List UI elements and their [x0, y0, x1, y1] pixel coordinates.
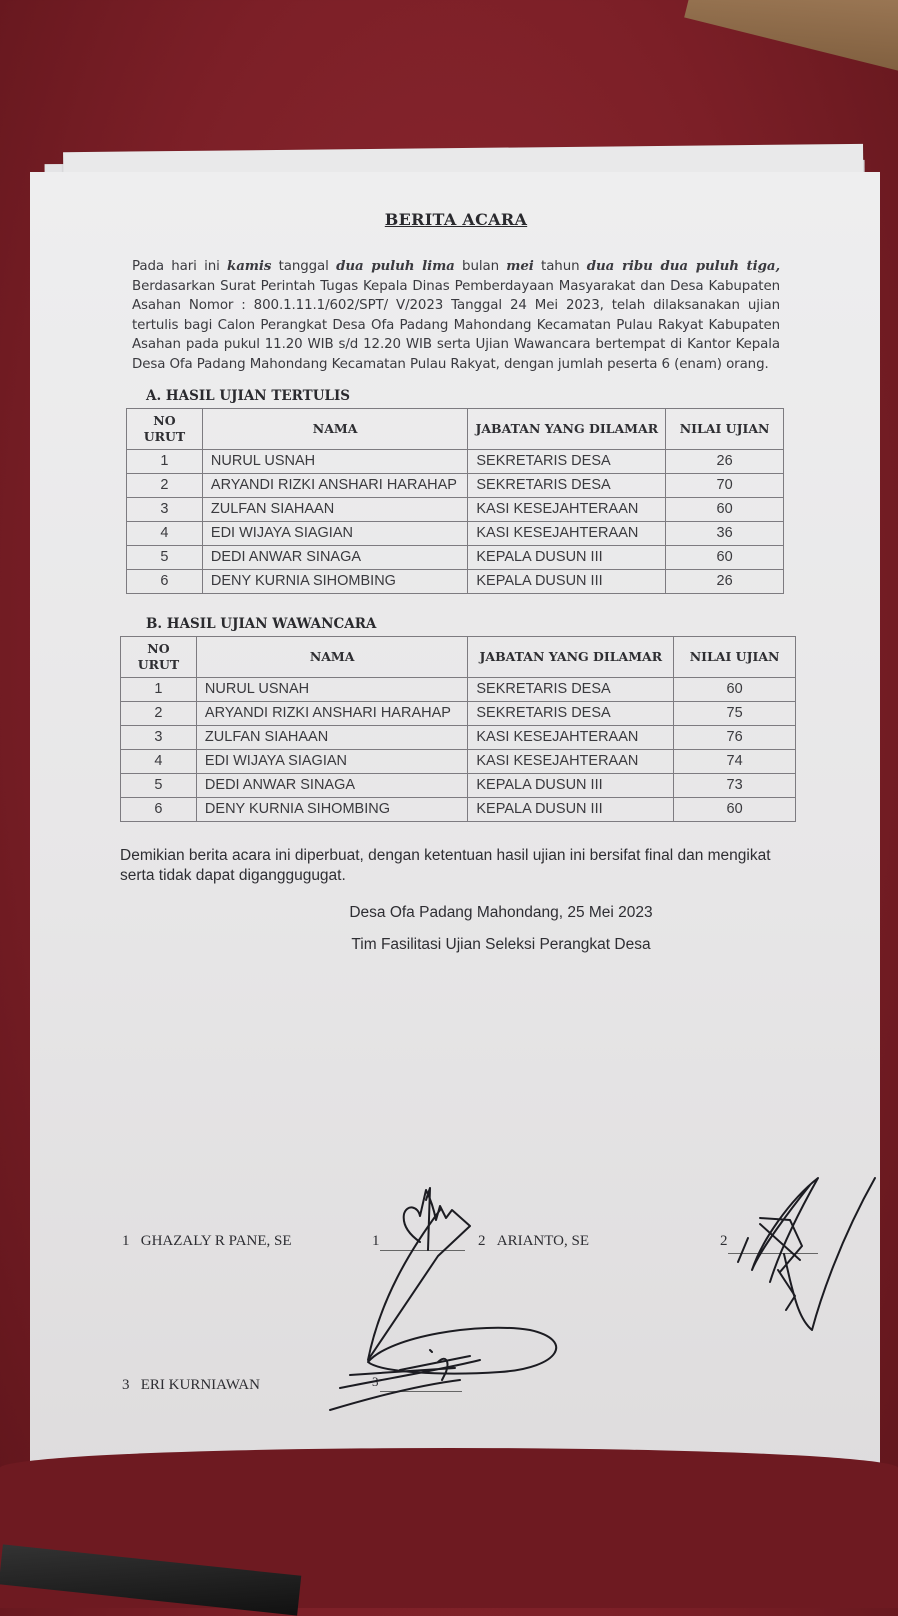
cell-no: 5: [127, 546, 203, 570]
signatory-name: ERI KURNIAWAN: [140, 1377, 260, 1393]
cell-nama: ARYANDI RIZKI ANSHARI HARAHAP: [196, 702, 467, 726]
table-row: [127, 450, 784, 474]
cell-no: 6: [127, 570, 203, 594]
cell-no: 2: [121, 702, 197, 726]
table-row: [121, 702, 796, 726]
table-row: [127, 498, 784, 522]
cell-nilai: 36: [666, 522, 784, 546]
table-row: [121, 678, 796, 702]
table-row: [121, 798, 796, 822]
section-b-heading: B. HASIL UJIAN WAWANCARA: [146, 616, 377, 632]
signatory-1: [122, 1233, 291, 1250]
cell-jabatan: KEPALA DUSUN III: [468, 774, 674, 798]
signatory-name: ARIANTO, SE: [496, 1233, 589, 1249]
closing-statement: Demikian berita acara ini diperbuat, dengan ketentuan hasil ujian ini bersifat final dan mengikat serta tidak dapat diganggugugat.: [120, 847, 771, 884]
table-row: [127, 522, 784, 546]
signatory-number: 1: [122, 1233, 130, 1249]
header-nilai: NILAI UJIAN: [674, 637, 796, 678]
cell-nama: DEDI ANWAR SINAGA: [202, 546, 467, 570]
header-jabatan: JABATAN YANG DILAMAR: [468, 637, 674, 678]
cell-jabatan: KASI KESEJAHTERAAN: [468, 726, 674, 750]
cell-jabatan: KEPALA DUSUN III: [468, 570, 666, 594]
written-exam-table: [126, 408, 784, 594]
team-name: Tim Fasilitasi Ujian Seleksi Perangkat Desa: [351, 936, 651, 953]
cell-no: 3: [127, 498, 203, 522]
cardboard-corner: [684, 0, 898, 80]
cell-nilai: 73: [674, 774, 796, 798]
interview-exam-table: [120, 636, 796, 822]
cell-nama: NURUL USNAH: [196, 678, 467, 702]
document-content: [120, 210, 781, 954]
signatory-3: [122, 1377, 260, 1394]
section-a-heading: A. HASIL UJIAN TERTULIS: [146, 388, 351, 404]
signature-line-1-label: 1: [372, 1233, 380, 1249]
signatory-number: 2: [478, 1233, 486, 1249]
cell-nama: ZULFAN SIAHAAN: [196, 726, 467, 750]
cell-nilai: 26: [666, 570, 784, 594]
signature-line: [728, 1252, 818, 1254]
intro-text: tanggal: [271, 259, 337, 274]
cell-nilai: 60: [666, 546, 784, 570]
intro-month: mei: [506, 258, 534, 274]
cell-no: 2: [127, 474, 203, 498]
table-row: [121, 726, 796, 750]
cell-no: 1: [121, 678, 197, 702]
table-header-row: [121, 637, 796, 678]
signatory-number: 3: [122, 1377, 130, 1393]
signatory-name: GHAZALY R PANE, SE: [140, 1233, 292, 1249]
cell-nama: ZULFAN SIAHAAN: [202, 498, 467, 522]
document-title: BERITA ACARA: [384, 210, 528, 229]
cell-no: 3: [121, 726, 197, 750]
cell-jabatan: SEKRETARIS DESA: [468, 474, 666, 498]
table-row: [121, 750, 796, 774]
table-row: [127, 570, 784, 594]
header-nama: NAMA: [202, 409, 467, 450]
signature-line-2-label: 2: [720, 1233, 728, 1249]
table-row: [121, 774, 796, 798]
intro-text: bulan: [454, 259, 507, 274]
cell-no: 6: [121, 798, 197, 822]
intro-day: kamis: [227, 258, 272, 274]
intro-date: dua puluh lima: [336, 258, 455, 274]
cell-no: 1: [127, 450, 203, 474]
cell-jabatan: KASI KESEJAHTERAAN: [468, 750, 674, 774]
table-row: [127, 474, 784, 498]
cell-no: 4: [121, 750, 197, 774]
cell-nilai: 70: [666, 474, 784, 498]
header-no: NO URUT: [127, 409, 203, 450]
cell-jabatan: KEPALA DUSUN III: [468, 798, 674, 822]
signatory-2: [478, 1233, 589, 1250]
signature-line: [380, 1249, 465, 1251]
intro-year: dua ribu dua puluh tiga,: [586, 258, 781, 274]
cell-nilai: 60: [666, 498, 784, 522]
header-no: NO URUT: [121, 637, 197, 678]
cell-jabatan: KASI KESEJAHTERAAN: [468, 522, 666, 546]
cell-nama: EDI WIJAYA SIAGIAN: [196, 750, 467, 774]
header-jabatan: JABATAN YANG DILAMAR: [468, 409, 666, 450]
cell-nama: EDI WIJAYA SIAGIAN: [202, 522, 467, 546]
signature-line: [380, 1390, 462, 1392]
cell-nilai: 26: [666, 450, 784, 474]
place-date: Desa Ofa Padang Mahondang, 25 Mei 2023: [349, 904, 653, 921]
intro-text: tahun: [533, 259, 587, 274]
cell-nama: ARYANDI RIZKI ANSHARI HARAHAP: [202, 474, 467, 498]
cell-jabatan: SEKRETARIS DESA: [468, 450, 666, 474]
cell-jabatan: KASI KESEJAHTERAAN: [468, 498, 666, 522]
intro-paragraph: [132, 257, 780, 374]
header-nilai: NILAI UJIAN: [666, 409, 784, 450]
intro-body: Berdasarkan Surat Perintah Tugas Kepala Dinas Pemberdayaan Masyarakat dan Desa Kabupaten Asahan Nomor : 800.1.11.1/602/SPT/ V/2023 Tanggal 24 Mei 2023, telah dilaksanakan ujian tertulis bagi Calon Perangkat Desa Ofa Padang Mahondang Kecamatan Pulau Rakyat Kabupaten Asahan pada pukul 11.20 WIB s/d 12.20 WIB serta Ujian Wawancara bertempat di Kantor Kepala Desa Ofa Padang Mahondang Kecamatan Pulau Rakyat, dengan jumlah peserta 6 (enam) orang.: [132, 278, 780, 372]
cell-jabatan: SEKRETARIS DESA: [468, 678, 674, 702]
cell-nilai: 60: [674, 678, 796, 702]
table-header-row: [127, 409, 784, 450]
cell-nama: DENY KURNIA SIHOMBING: [196, 798, 467, 822]
cell-nilai: 60: [674, 798, 796, 822]
signature-line-3-label: 3: [372, 1374, 379, 1389]
cell-nilai: 75: [674, 702, 796, 726]
cell-nama: DENY KURNIA SIHOMBING: [202, 570, 467, 594]
cell-no: 4: [127, 522, 203, 546]
table-row: [127, 546, 784, 570]
cell-jabatan: SEKRETARIS DESA: [468, 702, 674, 726]
cell-nilai: 76: [674, 726, 796, 750]
intro-text: Pada hari ini: [132, 259, 228, 274]
cell-nama: NURUL USNAH: [202, 450, 467, 474]
cell-jabatan: KEPALA DUSUN III: [468, 546, 666, 570]
header-nama: NAMA: [196, 637, 467, 678]
cell-nilai: 74: [674, 750, 796, 774]
cell-nama: DEDI ANWAR SINAGA: [196, 774, 467, 798]
cell-no: 5: [121, 774, 197, 798]
